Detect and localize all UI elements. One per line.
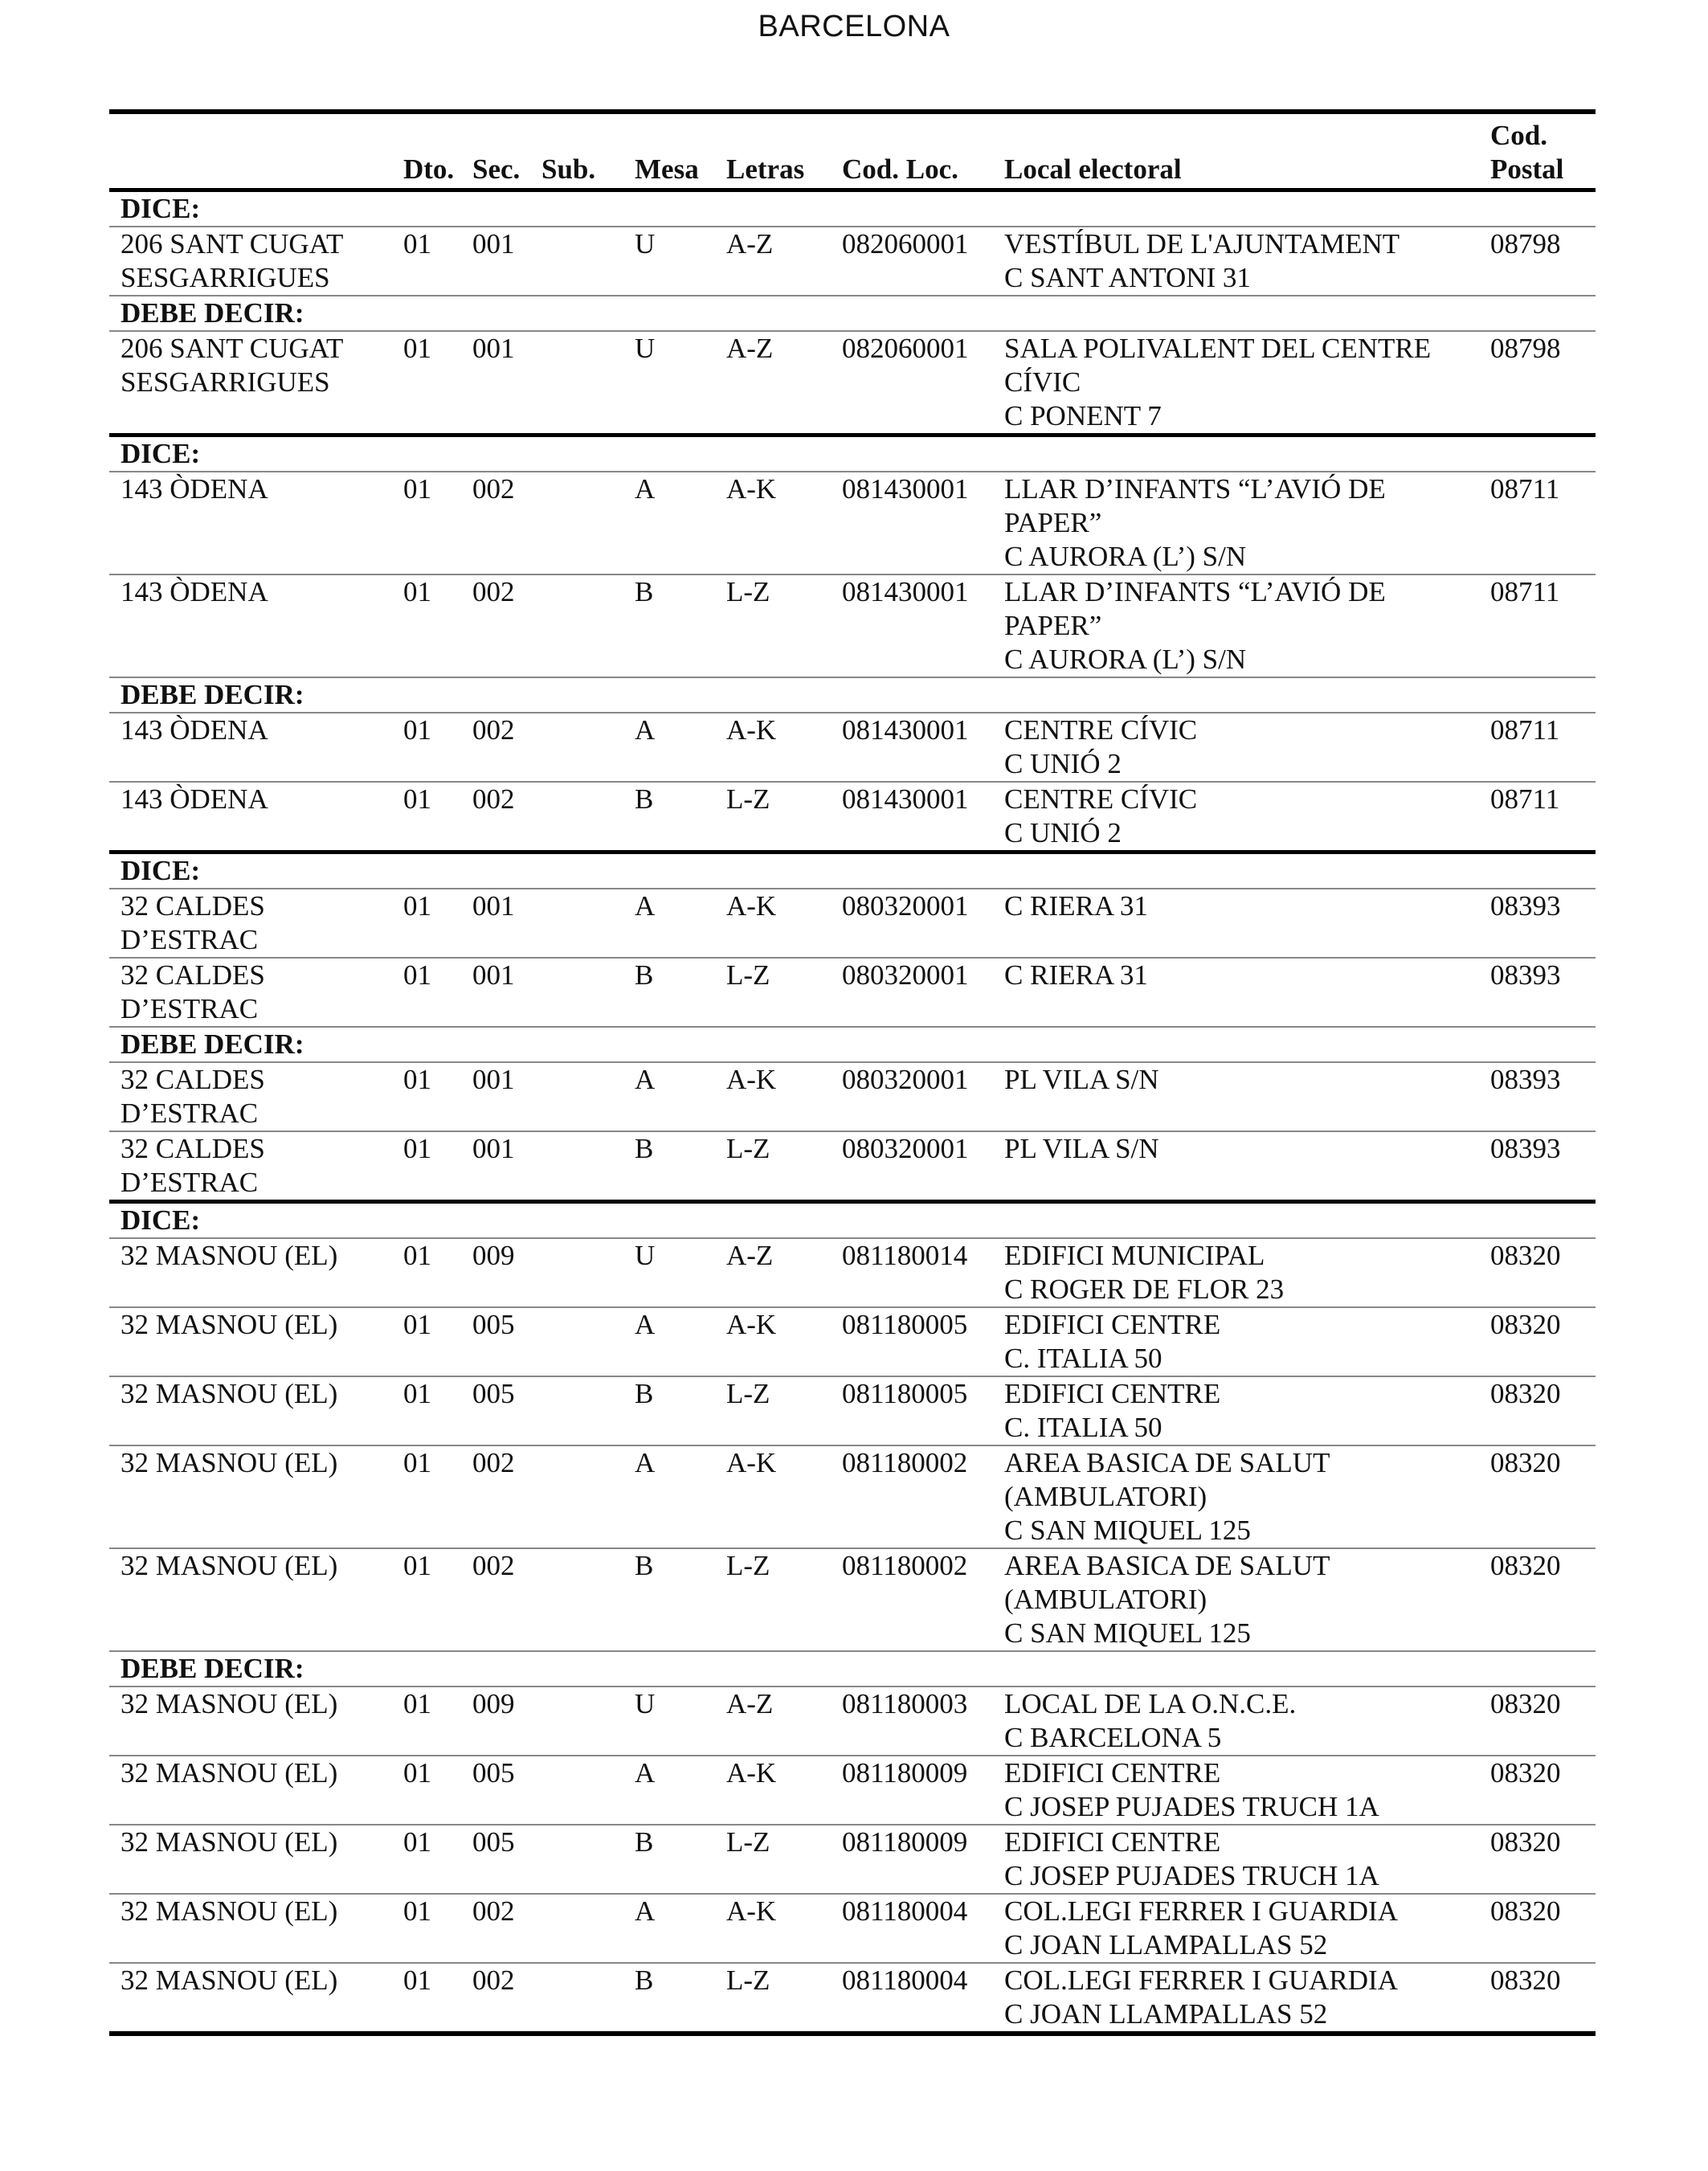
cell-mesa: B [623, 1963, 715, 2034]
cell-dto: 01 [392, 472, 461, 574]
cell-sec: 009 [461, 1687, 530, 1756]
cell-letras: A-Z [715, 1238, 831, 1307]
cell-local-electoral: EDIFICI MUNICIPAL C ROGER DE FLOR 23 [993, 1238, 1479, 1307]
cell-mesa: U [623, 1687, 715, 1756]
section-label: DICE: [109, 1202, 1596, 1239]
cell-cod-postal: 08711 [1479, 782, 1596, 852]
table-header [109, 112, 1596, 190]
cell-cod-loc: 081180002 [831, 1445, 993, 1548]
cell-mesa: B [623, 1825, 715, 1894]
cell-local-electoral: LLAR D’INFANTS “L’AVIÓ DE PAPER” C AURORA (L’) S/N [993, 472, 1479, 574]
cell-municipality: 32 MASNOU (EL) [109, 1238, 392, 1307]
cell-local-electoral: AREA BASICA DE SALUT (AMBULATORI) C SAN MIQUEL 125 [993, 1445, 1479, 1548]
section-label: DICE: [109, 190, 1596, 227]
cell-letras: L-Z [715, 1963, 831, 2034]
cell-sub [530, 574, 623, 677]
cell-sub [530, 331, 623, 435]
cell-sub [530, 713, 623, 782]
cell-cod-postal: 08393 [1479, 1062, 1596, 1131]
header-cod-loc: Cod. Loc. [831, 112, 993, 190]
table-row [109, 1963, 1596, 2034]
cell-sec: 002 [461, 782, 530, 852]
cell-letras: A-K [715, 713, 831, 782]
cell-mesa: B [623, 574, 715, 677]
cell-municipality: 206 SANT CUGAT SESGARRIGUES [109, 331, 392, 435]
cell-cod-postal: 08320 [1479, 1548, 1596, 1651]
cell-municipality: 32 MASNOU (EL) [109, 1445, 392, 1548]
cell-local-electoral: EDIFICI CENTRE C. ITALIA 50 [993, 1307, 1479, 1376]
table-row [109, 1376, 1596, 1445]
table-row [109, 1062, 1596, 1131]
table-row [109, 227, 1596, 296]
cell-letras: L-Z [715, 1548, 831, 1651]
cell-mesa: U [623, 227, 715, 296]
cell-sub [530, 227, 623, 296]
cell-letras: A-K [715, 889, 831, 958]
cell-sec: 001 [461, 889, 530, 958]
table-row [109, 1548, 1596, 1651]
table-row [109, 958, 1596, 1027]
cell-mesa: U [623, 1238, 715, 1307]
cell-cod-postal: 08320 [1479, 1687, 1596, 1756]
table-row [109, 1238, 1596, 1307]
cell-municipality: 32 CALDES D’ESTRAC [109, 958, 392, 1027]
cell-sub [530, 889, 623, 958]
cell-sec: 009 [461, 1238, 530, 1307]
cell-local-electoral: LOCAL DE LA O.N.C.E. C BARCELONA 5 [993, 1687, 1479, 1756]
section-label: DEBE DECIR: [109, 296, 1596, 331]
cell-sec: 005 [461, 1825, 530, 1894]
cell-sub [530, 1445, 623, 1548]
cell-cod-loc: 081180005 [831, 1307, 993, 1376]
cell-mesa: B [623, 1131, 715, 1202]
cell-sec: 001 [461, 958, 530, 1027]
cell-sub [530, 1548, 623, 1651]
cell-local-electoral: SALA POLIVALENT DEL CENTRE CÍVIC C PONENT 7 [993, 331, 1479, 435]
cell-cod-postal: 08320 [1479, 1756, 1596, 1825]
section-label-row [109, 1651, 1596, 1687]
section-label: DEBE DECIR: [109, 1651, 1596, 1687]
section-label: DICE: [109, 852, 1596, 889]
cell-cod-postal: 08393 [1479, 889, 1596, 958]
cell-municipality: 32 MASNOU (EL) [109, 1376, 392, 1445]
cell-cod-loc: 080320001 [831, 1062, 993, 1131]
cell-dto: 01 [392, 227, 461, 296]
cell-local-electoral: CENTRE CÍVIC C UNIÓ 2 [993, 713, 1479, 782]
table-row [109, 1894, 1596, 1963]
cell-cod-loc: 080320001 [831, 889, 993, 958]
cell-cod-loc: 081430001 [831, 472, 993, 574]
cell-municipality: 143 ÒDENA [109, 713, 392, 782]
cell-sub [530, 1963, 623, 2034]
cell-letras: A-K [715, 1894, 831, 1963]
cell-mesa: A [623, 1756, 715, 1825]
header-letras: Letras [715, 112, 831, 190]
cell-sec: 002 [461, 1963, 530, 2034]
cell-dto: 01 [392, 1376, 461, 1445]
cell-letras: A-K [715, 1062, 831, 1131]
cell-sub [530, 1307, 623, 1376]
table-body [109, 190, 1596, 2034]
cell-letras: A-K [715, 1307, 831, 1376]
cell-cod-postal: 08320 [1479, 1307, 1596, 1376]
cell-mesa: B [623, 1548, 715, 1651]
cell-municipality: 32 MASNOU (EL) [109, 1756, 392, 1825]
cell-local-electoral: LLAR D’INFANTS “L’AVIÓ DE PAPER” C AURORA (L’) S/N [993, 574, 1479, 677]
section-label-row [109, 1027, 1596, 1062]
cell-cod-postal: 08711 [1479, 574, 1596, 677]
cell-sub [530, 958, 623, 1027]
cell-letras: A-K [715, 472, 831, 574]
cell-sub [530, 1756, 623, 1825]
cell-dto: 01 [392, 1756, 461, 1825]
cell-municipality: 143 ÒDENA [109, 472, 392, 574]
cell-cod-postal: 08320 [1479, 1238, 1596, 1307]
cell-letras: L-Z [715, 782, 831, 852]
cell-municipality: 32 CALDES D’ESTRAC [109, 1131, 392, 1202]
cell-sec: 002 [461, 1548, 530, 1651]
cell-municipality: 32 CALDES D’ESTRAC [109, 889, 392, 958]
cell-sub [530, 1238, 623, 1307]
cell-mesa: B [623, 1376, 715, 1445]
cell-cod-loc: 081430001 [831, 574, 993, 677]
cell-cod-loc: 081180004 [831, 1894, 993, 1963]
cell-cod-postal: 08320 [1479, 1825, 1596, 1894]
cell-local-electoral: C RIERA 31 [993, 958, 1479, 1027]
header-mesa: Mesa [623, 112, 715, 190]
cell-municipality: 143 ÒDENA [109, 782, 392, 852]
table-row [109, 1756, 1596, 1825]
cell-cod-loc: 082060001 [831, 331, 993, 435]
cell-cod-loc: 081180009 [831, 1756, 993, 1825]
cell-mesa: A [623, 1894, 715, 1963]
cell-dto: 01 [392, 889, 461, 958]
cell-municipality: 32 MASNOU (EL) [109, 1963, 392, 2034]
cell-mesa: U [623, 331, 715, 435]
cell-dto: 01 [392, 1131, 461, 1202]
cell-local-electoral: CENTRE CÍVIC C UNIÓ 2 [993, 782, 1479, 852]
section-label: DICE: [109, 435, 1596, 472]
cell-dto: 01 [392, 574, 461, 677]
cell-mesa: A [623, 472, 715, 574]
polling-stations-table [109, 109, 1596, 2036]
cell-sec: 005 [461, 1376, 530, 1445]
cell-sec: 002 [461, 472, 530, 574]
cell-cod-loc: 081430001 [831, 713, 993, 782]
cell-cod-loc: 081180002 [831, 1548, 993, 1651]
cell-cod-loc: 082060001 [831, 227, 993, 296]
cell-cod-postal: 08798 [1479, 331, 1596, 435]
section-label: DEBE DECIR: [109, 677, 1596, 713]
cell-mesa: B [623, 782, 715, 852]
cell-sec: 001 [461, 331, 530, 435]
table-row [109, 1131, 1596, 1202]
cell-dto: 01 [392, 1445, 461, 1548]
cell-municipality: 206 SANT CUGAT SESGARRIGUES [109, 227, 392, 296]
cell-municipality: 32 MASNOU (EL) [109, 1687, 392, 1756]
cell-local-electoral: VESTÍBUL DE L'AJUNTAMENT C SANT ANTONI 31 [993, 227, 1479, 296]
cell-local-electoral: PL VILA S/N [993, 1062, 1479, 1131]
section-label-row [109, 190, 1596, 227]
cell-sub [530, 1131, 623, 1202]
cell-local-electoral: EDIFICI CENTRE C. ITALIA 50 [993, 1376, 1479, 1445]
table-row [109, 1307, 1596, 1376]
cell-sec: 002 [461, 1445, 530, 1548]
cell-letras: A-K [715, 1445, 831, 1548]
cell-cod-loc: 081180003 [831, 1687, 993, 1756]
cell-mesa: A [623, 1307, 715, 1376]
cell-cod-postal: 08711 [1479, 713, 1596, 782]
cell-mesa: A [623, 1062, 715, 1131]
cell-dto: 01 [392, 782, 461, 852]
cell-municipality: 143 ÒDENA [109, 574, 392, 677]
table-row [109, 1445, 1596, 1548]
cell-sec: 001 [461, 227, 530, 296]
header-local-electoral: Local electoral [993, 112, 1479, 190]
cell-letras: L-Z [715, 574, 831, 677]
cell-sub [530, 1062, 623, 1131]
section-label-row [109, 435, 1596, 472]
section-label: DEBE DECIR: [109, 1027, 1596, 1062]
section-label-row [109, 1202, 1596, 1239]
cell-municipality: 32 MASNOU (EL) [109, 1825, 392, 1894]
cell-dto: 01 [392, 958, 461, 1027]
cell-cod-postal: 08320 [1479, 1376, 1596, 1445]
section-label-row [109, 677, 1596, 713]
table-row [109, 472, 1596, 574]
cell-local-electoral: EDIFICI CENTRE C JOSEP PUJADES TRUCH 1A [993, 1825, 1479, 1894]
header-dto: Dto. [392, 112, 461, 190]
cell-letras: A-Z [715, 331, 831, 435]
table-row [109, 889, 1596, 958]
cell-dto: 01 [392, 1062, 461, 1131]
cell-dto: 01 [392, 1307, 461, 1376]
table-row [109, 1687, 1596, 1756]
cell-letras: A-K [715, 1756, 831, 1825]
cell-cod-loc: 081430001 [831, 782, 993, 852]
cell-local-electoral: PL VILA S/N [993, 1131, 1479, 1202]
polling-stations-table-wrapper [109, 109, 1596, 2036]
cell-cod-postal: 08393 [1479, 958, 1596, 1027]
cell-municipality: 32 MASNOU (EL) [109, 1307, 392, 1376]
cell-letras: L-Z [715, 1131, 831, 1202]
section-label-row [109, 296, 1596, 331]
cell-dto: 01 [392, 1894, 461, 1963]
cell-letras: L-Z [715, 1825, 831, 1894]
cell-cod-loc: 081180009 [831, 1825, 993, 1894]
cell-dto: 01 [392, 1963, 461, 2034]
cell-letras: L-Z [715, 958, 831, 1027]
header-row [109, 112, 1596, 190]
cell-sub [530, 1376, 623, 1445]
cell-sub [530, 1825, 623, 1894]
cell-sub [530, 1894, 623, 1963]
cell-sub [530, 1687, 623, 1756]
cell-cod-postal: 08320 [1479, 1894, 1596, 1963]
header-sub: Sub. [530, 112, 623, 190]
table-row [109, 713, 1596, 782]
cell-mesa: B [623, 958, 715, 1027]
cell-local-electoral: COL.LEGI FERRER I GUARDIA C JOAN LLAMPALLAS 52 [993, 1963, 1479, 2034]
cell-mesa: A [623, 713, 715, 782]
cell-sec: 005 [461, 1307, 530, 1376]
cell-municipality: 32 MASNOU (EL) [109, 1548, 392, 1651]
page-title: BARCELONA [758, 10, 950, 43]
table-row [109, 782, 1596, 852]
header-cod-postal: Cod. Postal [1479, 112, 1596, 190]
cell-sec: 001 [461, 1131, 530, 1202]
cell-cod-postal: 08393 [1479, 1131, 1596, 1202]
cell-sub [530, 472, 623, 574]
cell-cod-loc: 081180014 [831, 1238, 993, 1307]
cell-sec: 002 [461, 713, 530, 782]
cell-cod-postal: 08320 [1479, 1963, 1596, 2034]
cell-mesa: A [623, 1445, 715, 1548]
cell-dto: 01 [392, 1825, 461, 1894]
cell-cod-loc: 081180004 [831, 1963, 993, 2034]
cell-local-electoral: EDIFICI CENTRE C JOSEP PUJADES TRUCH 1A [993, 1756, 1479, 1825]
section-label-row [109, 852, 1596, 889]
cell-dto: 01 [392, 1238, 461, 1307]
cell-letras: L-Z [715, 1376, 831, 1445]
cell-cod-postal: 08711 [1479, 472, 1596, 574]
table-row [109, 574, 1596, 677]
cell-municipality: 32 MASNOU (EL) [109, 1894, 392, 1963]
cell-cod-postal: 08798 [1479, 227, 1596, 296]
cell-local-electoral: AREA BASICA DE SALUT (AMBULATORI) C SAN MIQUEL 125 [993, 1548, 1479, 1651]
cell-municipality: 32 CALDES D’ESTRAC [109, 1062, 392, 1131]
cell-dto: 01 [392, 713, 461, 782]
header-municipality [109, 112, 392, 190]
cell-dto: 01 [392, 1687, 461, 1756]
cell-sub [530, 782, 623, 852]
cell-cod-loc: 080320001 [831, 958, 993, 1027]
header-sec: Sec. [461, 112, 530, 190]
table-row [109, 1825, 1596, 1894]
cell-local-electoral: COL.LEGI FERRER I GUARDIA C JOAN LLAMPALLAS 52 [993, 1894, 1479, 1963]
cell-letras: A-Z [715, 227, 831, 296]
cell-mesa: A [623, 889, 715, 958]
cell-cod-loc: 081180005 [831, 1376, 993, 1445]
cell-sec: 001 [461, 1062, 530, 1131]
cell-dto: 01 [392, 1548, 461, 1651]
table-row [109, 331, 1596, 435]
cell-sec: 002 [461, 1894, 530, 1963]
cell-letras: A-Z [715, 1687, 831, 1756]
cell-cod-postal: 08320 [1479, 1445, 1596, 1548]
cell-sec: 002 [461, 574, 530, 677]
cell-dto: 01 [392, 331, 461, 435]
cell-sec: 005 [461, 1756, 530, 1825]
cell-cod-loc: 080320001 [831, 1131, 993, 1202]
cell-local-electoral: C RIERA 31 [993, 889, 1479, 958]
